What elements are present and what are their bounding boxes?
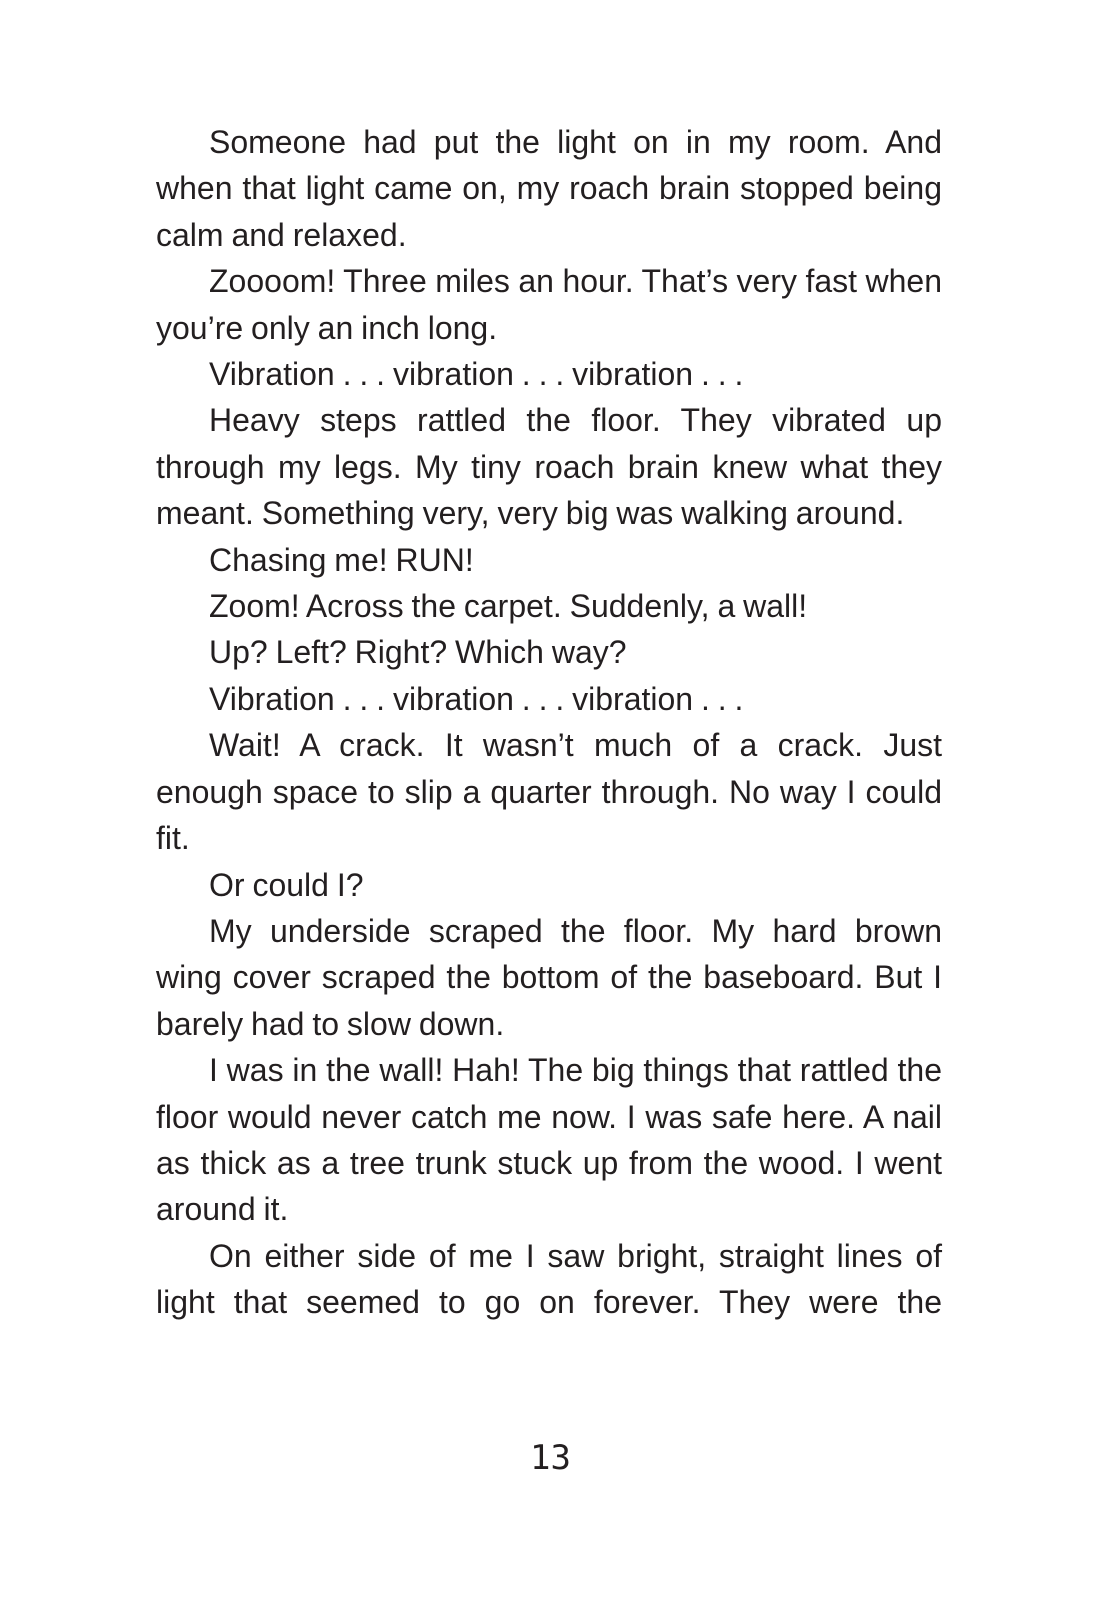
- paragraph: Chasing me! RUN!: [209, 541, 474, 578]
- paragraph: Zoom! Across the carpet. Suddenly, a wall!: [209, 588, 808, 625]
- paragraph: My underside scraped the floor. My hard brown wing cover scraped the bottom of the baseboard. But I barely had to slow down.: [156, 912, 942, 1042]
- paragraph: Zoooom! Three miles an hour. That’s very fast when you’re only an inch long.: [156, 263, 942, 346]
- paragraph: Wait! A crack. It wasn’t much of a crack. Just enough space to slip a quarter through. No way I could fit.: [156, 727, 942, 857]
- paragraph: Or could I?: [209, 866, 364, 903]
- paragraph: I was in the wall! Hah! The big things that rattled the floor would never catch me now. I was safe here. A nail as thick as a tree trunk stuck up from the wood. I went around it.: [156, 1052, 942, 1228]
- paragraph: Vibration . . . vibration . . . vibration . . .: [209, 680, 744, 717]
- paragraph: Up? Left? Right? Which way?: [209, 634, 627, 671]
- paragraph: Heavy steps rattled the floor. They vibrated up through my legs. My tiny roach brain knew what they meant. Something very, very big was walking around.: [156, 402, 942, 532]
- paragraph-last: On either side of me I saw bright, straight lines of light that seemed to go on forever. They were the: [156, 1237, 942, 1321]
- paragraph: Vibration . . . vibration . . . vibration . . .: [209, 356, 744, 393]
- paragraph: Someone had put the light on in my room. And when that light came on, my roach brain stopped being calm and relaxed.: [156, 124, 942, 253]
- body-text: [156, 119, 942, 1326]
- page-number: 13: [530, 1438, 571, 1478]
